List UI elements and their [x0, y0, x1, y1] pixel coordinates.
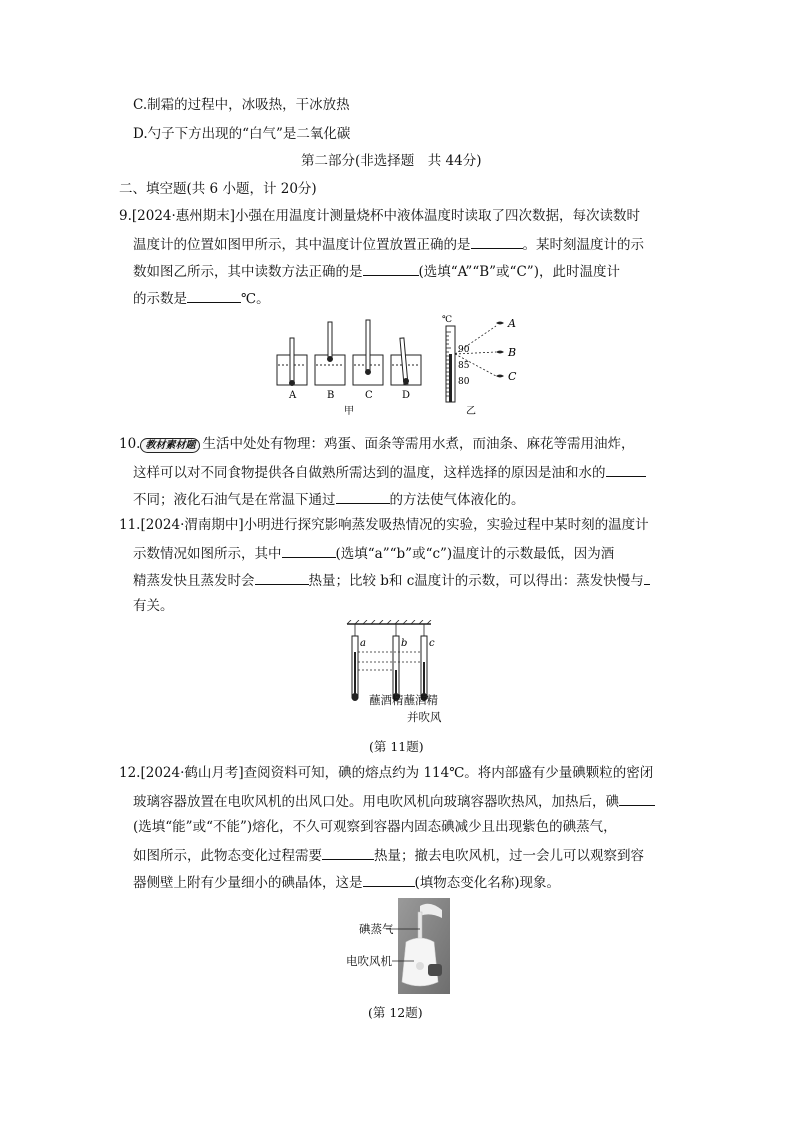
q11-line2-text: 示数情况如图所示，其中 [133, 546, 282, 562]
q10-line1 [119, 435, 634, 453]
celsius-unit: ℃ [442, 315, 453, 325]
q11-line2 [133, 543, 614, 563]
q11-blank-2[interactable] [255, 570, 309, 585]
q11-blank-1[interactable] [282, 543, 336, 558]
eye-icon [496, 351, 504, 354]
q11-line3-tail: 热量；比较 b和 c温度计的示数，可以得出：蒸发快慢与 [308, 573, 644, 589]
q9-line2-tail: 。某时刻温度计的示 [522, 237, 644, 253]
q9-line3-tail: (选填“A”“B”或“C”)，此时温度计 [418, 264, 620, 280]
q12-line3: (选填“能”或“不能”)熔化，不久可观察到容器内固态碘减少且出现紫色的碘蒸气， [133, 819, 617, 835]
q9-line2 [133, 234, 644, 254]
q10-line2 [133, 462, 646, 482]
option-d: D.勺子下方出现的“白气”是二氧化碳 [133, 126, 351, 142]
thermometer-label-c: c [429, 638, 435, 649]
q12-line5-tail: (填物态变化名称)现象。 [414, 875, 561, 891]
q10-line1-text: 生活中处处有物理：鸡蛋、面条等需用水煮，而油条、麻花等需用油炸， [202, 436, 635, 452]
q12-line1: 12.[2024·鹤山月考]查阅资料可知，碘的熔点约为 114℃。将内部盛有少量碘颗粒的密闭 [119, 765, 654, 781]
q9-line2-text: 温度计的位置如图甲所示，其中温度计位置放置正确的是 [133, 237, 471, 253]
q10-blank-2[interactable] [336, 489, 390, 504]
q12-blank-1[interactable] [619, 791, 655, 806]
q9-line3-text: 数如图乙所示，其中读数方法正确的是 [133, 264, 363, 280]
beaker-label-c: C [365, 390, 373, 401]
thermometer-label-b: b [401, 638, 408, 649]
beaker-label-a: A [289, 390, 297, 401]
figure-label-yi: 乙 [466, 406, 476, 417]
beaker-label-d: D [402, 390, 411, 401]
figure11-caption-2: 并吹风 [407, 710, 442, 724]
q12-line4 [133, 845, 644, 865]
q11-line3-text: 精蒸发快且蒸发时会 [133, 573, 255, 589]
q12-line4-tail: 热量；撤去电吹风机，过一会儿可以观察到容 [374, 848, 644, 864]
thermometer-label-a: a [360, 638, 366, 649]
q12-line5 [133, 872, 560, 892]
label-hair-dryer: 电吹风机 [346, 954, 392, 968]
eye-icon [496, 375, 504, 378]
eye-label-c: C [508, 370, 517, 383]
figure-thermometer-reading [438, 312, 528, 418]
q11-line4: 有关。 [133, 598, 174, 614]
label-hair-dryer-leader [392, 958, 416, 964]
q10-line3-text: 不同；液化石油气是在常温下通过 [133, 492, 336, 508]
q9-line1: 9.[2024·惠州期末]小强在用温度计测量烧杯中液体温度时读取了四次数据，每次读数时 [119, 208, 641, 224]
label-iodine-vapor-leader [386, 926, 422, 932]
q9-blank-3[interactable] [187, 288, 241, 303]
q12-line2-text: 玻璃容器放置在电吹风机的出风口处。用电吹风机向玻璃容器吹热风，加热后，碘 [133, 794, 619, 810]
q11-line1: 11.[2024·渭南期中]小明进行探究影响蒸发吸热情况的实验，实验过程中某时刻的温度计 [119, 517, 649, 533]
q9-blank-1[interactable] [471, 234, 523, 249]
tick-80: 80 [458, 377, 470, 387]
figure-beakers [270, 312, 430, 418]
eye-label-a: A [508, 317, 516, 330]
q10-line2-text: 这样可以对不同食物提供各自做熟所需达到的温度，这样选择的原因是油和水的 [133, 465, 606, 481]
figure-hair-dryer-photo [398, 898, 450, 994]
q11-line2-tail: (选填“a”“b”或“c”)温度计的示数最低，因为酒 [335, 546, 615, 562]
q10-number: 10. [119, 436, 141, 452]
figure11-caption-1: 蘸酒精蘸酒精 [369, 693, 438, 707]
q12-blank-2[interactable] [322, 845, 374, 860]
q9-line4 [133, 288, 270, 308]
section-title: 二、填空题(共 6 小题，计 20分) [119, 181, 317, 197]
q9-line4-text: 的示数是 [133, 291, 187, 307]
part2-title: 第二部分(非选择题 共 44分) [301, 153, 482, 169]
figure-label-jia: 甲 [344, 406, 354, 417]
q10-blank-1[interactable] [606, 462, 646, 477]
q12-line5-text: 器侧壁上附有少量细小的碘晶体，这是 [133, 875, 363, 891]
eye-label-b: B [508, 346, 517, 359]
tick-90: 90 [458, 345, 470, 355]
tick-85: 85 [458, 361, 470, 371]
option-c: C.制霜的过程中，冰吸热，干冰放热 [133, 97, 350, 113]
eye-icon [496, 322, 504, 325]
q9-blank-2[interactable] [363, 261, 419, 276]
q10-badge: 教材素材题 [140, 438, 200, 453]
q12-blank-3[interactable] [363, 872, 415, 887]
q9-line3 [133, 261, 620, 281]
q12-line4-text: 如图所示，此物态变化过程需要 [133, 848, 322, 864]
q11-line3 [133, 570, 650, 590]
q12-line2 [133, 791, 655, 811]
q10-line3 [133, 489, 525, 509]
figure12-number: (第 12题) [368, 1005, 423, 1020]
q10-line3-tail: 的方法使气体液化的。 [389, 492, 525, 508]
figure11-number: (第 11题) [369, 739, 424, 754]
label-iodine-vapor: 碘蒸气 [359, 922, 394, 936]
q9-line4-tail: ℃。 [241, 291, 270, 307]
q11-blank-3[interactable] [644, 570, 650, 585]
beaker-label-b: B [327, 390, 335, 401]
